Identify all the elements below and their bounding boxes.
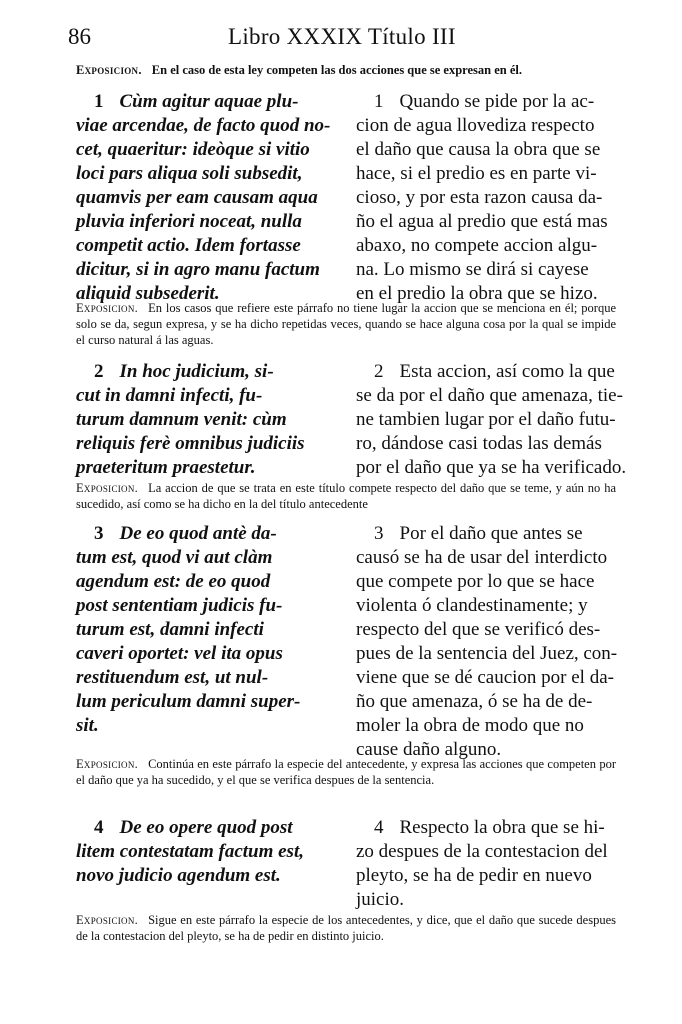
- paragraph-number: 3: [94, 523, 104, 544]
- spanish-line: na. Lo mismo se dirá si cayese: [356, 259, 589, 280]
- latin-line: 2 In hoc judicium, si-: [94, 361, 274, 382]
- latin-line: litem contestatam factum est,: [76, 841, 304, 862]
- paragraph-number: 4: [374, 817, 384, 838]
- latin-line: dicitur, si in agro manu factum: [76, 259, 320, 280]
- spanish-line: zo despues de la contestacion del: [356, 841, 608, 862]
- latin-line: lum periculum damni super-: [76, 691, 301, 712]
- spanish-line: respecto del que se verificó des-: [356, 619, 601, 640]
- latin-line: post sententiam judicis fu-: [76, 595, 283, 616]
- spanish-column: [356, 360, 627, 480]
- exposicion-text: Continúa en este párrafo la especie del antecedente, y expresa las acciones que competen por el daño que ya ha sucedido, y el que se verifica despues de la sentencia.: [76, 757, 616, 787]
- paragraph-number: 1: [94, 91, 104, 112]
- latin-line: cut in damni infecti, fu-: [76, 385, 263, 406]
- spanish-column: [356, 90, 616, 306]
- latin-column: [76, 90, 334, 306]
- exposicion-label: Exposicion.: [76, 63, 142, 77]
- spanish-line: por el daño que ya se ha verificado.: [356, 457, 627, 478]
- latin-line: turum est, damni infecti: [76, 619, 264, 640]
- spanish-line: ne tambien lugar por el daño futu-: [356, 409, 616, 430]
- latin-line: 1 Cùm agitur aquae plu-: [94, 91, 299, 112]
- latin-line: viae arcendae, de facto quod no-: [76, 115, 331, 136]
- spanish-line: cause daño alguno.: [356, 739, 502, 760]
- latin-line: caveri oportet: vel ita opus: [76, 643, 283, 664]
- latin-line: cet, quaeritur: ideòque si vitio: [76, 139, 310, 160]
- exposicion-label: Exposicion.: [76, 913, 139, 927]
- exposicion-2: [76, 480, 616, 512]
- spanish-column: [356, 816, 616, 912]
- page-header: [68, 24, 616, 56]
- intro-text: En el caso de esta ley competen las dos acciones que se expresan en él.: [151, 63, 523, 77]
- latin-column: [76, 360, 334, 480]
- spanish-line: 4 Respecto la obra que se hi-: [374, 817, 605, 838]
- latin-line: tum est, quod vi aut clàm: [76, 547, 273, 568]
- latin-line: competit actio. Idem fortasse: [76, 235, 301, 256]
- spanish-column: [356, 522, 616, 762]
- spanish-line: que compete por lo que se hace: [356, 571, 595, 592]
- latin-line: quamvis per eam causam aqua: [76, 187, 318, 208]
- running-title: Libro XXXIX Título III: [228, 24, 456, 49]
- spanish-line: viene que se dé caucion por el da-: [356, 667, 614, 688]
- spanish-line: 3 Por el daño que antes se: [374, 523, 583, 544]
- paragraph-number: 2: [374, 361, 384, 382]
- latin-line: 4 De eo opere quod post: [94, 817, 293, 838]
- latin-line: praeteritum praestetur.: [76, 457, 256, 478]
- spanish-line: ño que amenaza, ó se ha de de-: [356, 691, 593, 712]
- latin-line: loci pars aliqua soli subsedit,: [76, 163, 303, 184]
- intro-exposicion: [76, 62, 616, 78]
- spanish-line: se da por el daño que amenaza, tie-: [356, 385, 623, 406]
- paragraph-number: 1: [374, 91, 384, 112]
- latin-column: [76, 522, 334, 738]
- latin-line: reliquis ferè omnibus judiciis: [76, 433, 305, 454]
- spanish-line: en el predio la obra que se hizo.: [356, 283, 598, 304]
- spanish-line: cion de agua llovediza respecto: [356, 115, 595, 136]
- latin-line: 3 De eo quod antè da-: [94, 523, 277, 544]
- spanish-line: ro, dándose casi todas las demás: [356, 433, 602, 454]
- exposicion-1: [76, 300, 616, 348]
- exposicion-text: La accion de que se trata en este título compete respecto del daño que se teme, y aún no ha sucedido, así como se ha dicho en la del título antecedente: [76, 481, 616, 511]
- paragraph-number: 2: [94, 361, 104, 382]
- spanish-line: abaxo, no compete accion algu-: [356, 235, 598, 256]
- spanish-line: 1 Quando se pide por la ac-: [374, 91, 595, 112]
- spanish-line: causó se ha de usar del interdicto: [356, 547, 608, 568]
- spanish-line: pues de la sentencia del Juez, con-: [356, 643, 618, 664]
- spanish-line: el daño que causa la obra que se: [356, 139, 601, 160]
- exposicion-text: Sigue en este párrafo la especie de los antecedentes, y dice, que el daño que sucede despues de la contestacion del pleyto, se ha de pedir en distinto juicio.: [76, 913, 616, 943]
- latin-line: sit.: [76, 715, 99, 736]
- latin-column: [76, 816, 334, 888]
- exposicion-3: [76, 756, 616, 788]
- spanish-line: ño el agua al predio que está mas: [356, 211, 608, 232]
- spanish-line: cioso, y por esta razon causa da-: [356, 187, 603, 208]
- paragraph-number: 4: [94, 817, 104, 838]
- latin-line: agendum est: de eo quod: [76, 571, 271, 592]
- spanish-line: moler la obra de modo que no: [356, 715, 584, 736]
- exposicion-4: [76, 912, 616, 944]
- spanish-line: pleyto, se ha de pedir en nuevo: [356, 865, 592, 886]
- paragraph-number: 3: [374, 523, 384, 544]
- exposicion-label: Exposicion.: [76, 481, 139, 495]
- latin-line: novo judicio agendum est.: [76, 865, 281, 886]
- latin-line: pluvia inferiori noceat, nulla: [76, 211, 302, 232]
- exposicion-label: Exposicion.: [76, 301, 139, 315]
- spanish-line: hace, si el predio es en parte vi-: [356, 163, 597, 184]
- spanish-line: violenta ó clandestinamente; y: [356, 595, 588, 616]
- spanish-line: juicio.: [356, 889, 405, 910]
- latin-line: restituendum est, ut nul-: [76, 667, 269, 688]
- latin-line: turum damnum venit: cùm: [76, 409, 287, 430]
- exposicion-text: En los casos que refiere este párrafo no tiene lugar la accion que se menciona en él; porque solo se da, segun expresa, y se ha dicho repetidas veces, quando se hace alguna cosa por la qual se impide el curso natural á las aguas.: [76, 301, 616, 347]
- exposicion-label: Exposicion.: [76, 757, 139, 771]
- spanish-line: 2 Esta accion, así como la que: [374, 361, 615, 382]
- page-number: 86: [68, 24, 91, 49]
- latin-line: aliquid subsederit.: [76, 283, 220, 304]
